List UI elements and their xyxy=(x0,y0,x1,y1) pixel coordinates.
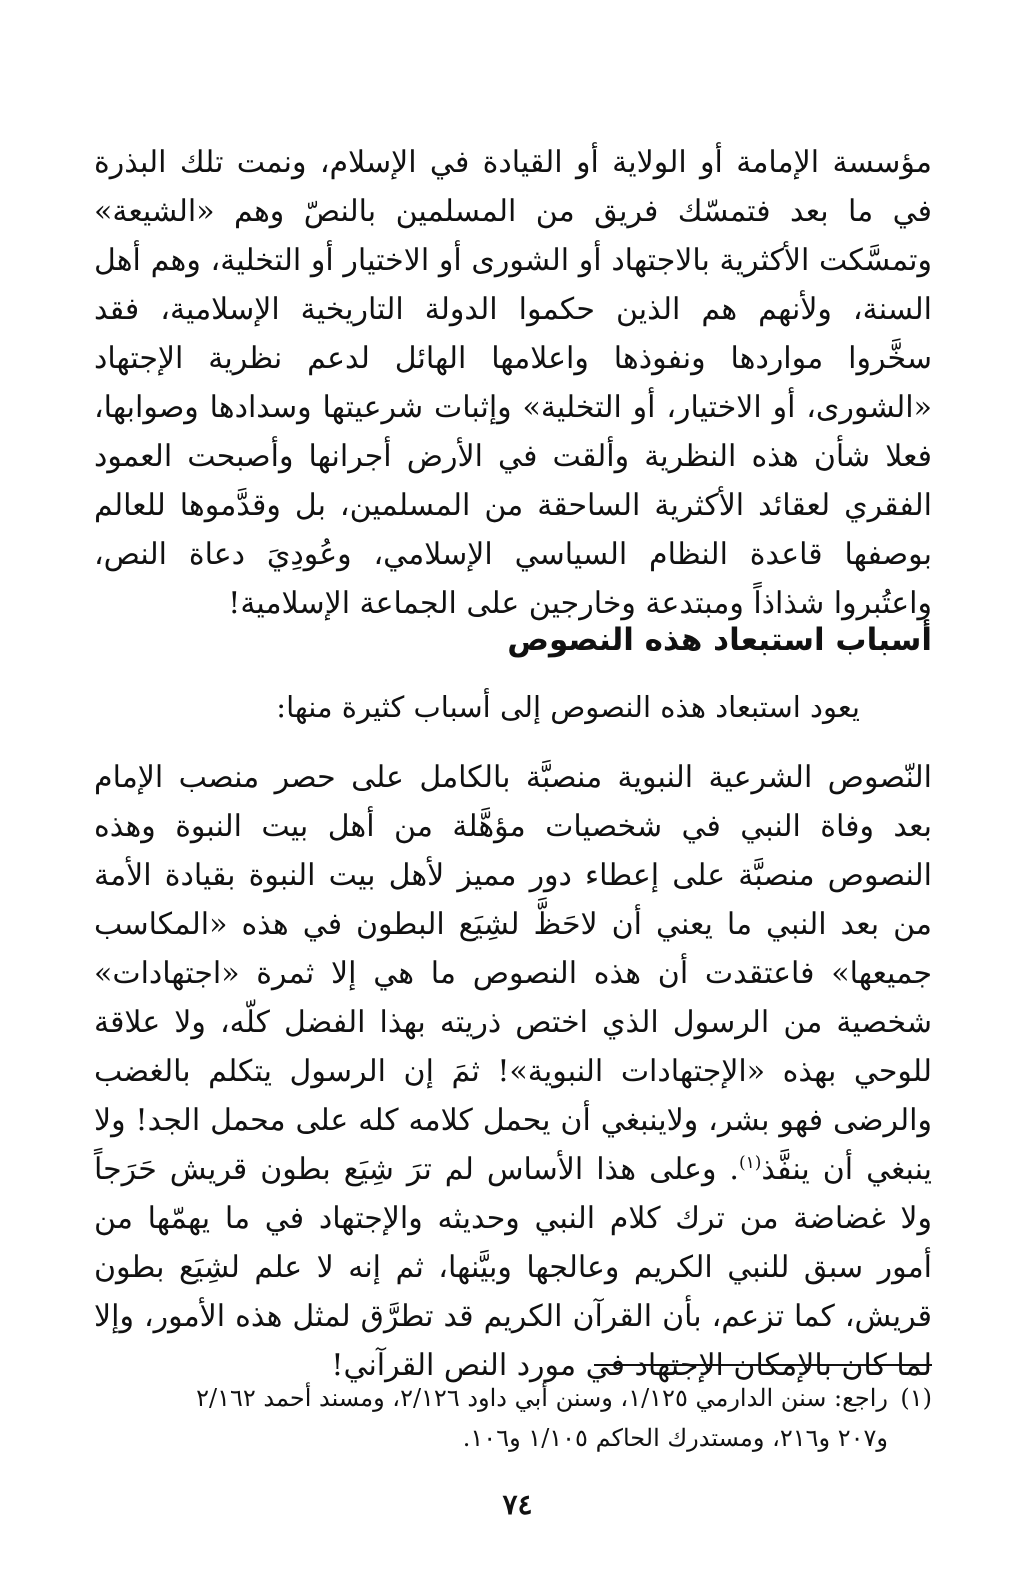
footnote-block xyxy=(94,1378,932,1458)
footnote-marker: (١) xyxy=(900,1384,932,1412)
section-heading: أسباب استبعاد هذه النصوص xyxy=(507,622,932,658)
footnote-reference: (١) xyxy=(738,1153,762,1173)
footnote-divider xyxy=(594,1364,932,1366)
footnote-line-1: راجع: سنن الدارمي ١/١٢٥، وسنن أبي داود ٢/١٢٦، ومسند أحمد ٢/١٦٢ xyxy=(196,1384,888,1412)
body-paragraph-2 xyxy=(94,753,932,1390)
body-paragraph-1: مؤسسة الإمامة أو الولاية أو القيادة في الإسلام، ونمت تلك البذرة في ما بعد فتمسّك فريق من المسلمين بالنصّ وهم «الشيعة» وتمسَّكت الأكثرية بالاجتهاد أو الشورى أو الاختيار أو التخلية، وهم أهل السنة، ولأنهم هم الذين حكموا الدولة التاريخية الإسلامية، فقد سخَّروا مواردها ونفوذها واعلامها الهائل لدعم نظرية الإجتهاد «الشورى، أو الاختيار، أو التخلية» وإثبات شرعيتها وسدادها وصوابها، فعلا شأن هذه النظرية وألقت في الأرض أجرانها وأصبحت العمود الفقري لعقائد الأكثرية الساحقة من المسلمين، بل وقدَّموها للعالم بوصفها قاعدة النظام السياسي الإسلامي، وعُودِيَ دعاة النص، واعتُبروا شذاذاً ومبتدعة وخارجين على الجماعة الإسلامية! xyxy=(94,145,932,621)
page-number: ٧٤ xyxy=(502,1488,533,1521)
footnote-line-2: و٢٠٧ و٢١٦، ومستدرك الحاكم ١/١٠٥ و١٠٦. xyxy=(462,1424,888,1452)
body-paragraph-2-part1: النّصوص الشرعية النبوية منصبَّة بالكامل على حصر منصب الإمام بعد وفاة النبي في شخصيات مؤهَّلة من أهل بيت النبوة وهذه النصوص منصبَّة على إعطاء دور مميز لأهل بيت النبوة بقيادة الأمة من بعد النبي ما يعني أن لاحَظَّ لشِيَع البطون في هذه «المكاسب جميعها» فاعتقدت أن هذه النصوص ما هي إلا ثمرة «اجتهادات» شخصية من الرسول الذي اختص ذريته بهذا الفضل كلّه، ولا علاقة للوحي بهذه «الإجتهادات النبوية»! ثمَ إن الرسول يتكلم بالغضب والرضى فهو بشر، ولاينبغي أن يحمل كلامه كله على محمل الجد! ولا ينبغي أن ينفَّذ xyxy=(94,760,932,1187)
intro-line: يعود استبعاد هذه النصوص إلى أسباب كثيرة منها: xyxy=(276,690,860,724)
body-paragraph-2-part2: . وعلى هذا الأساس لم ترَ شِيَع بطون قريش حَرَجاً ولا غضاضة من ترك كلام النبي وحديثه والإجتهاد في ما يهمّها من أمور سبق للنبي الكريم وعالجها وبيَّنها، ثم إنه لا علم لشِيَع بطون قريش، كما تزعم، بأن القرآن الكريم قد تطرَّق لمثل هذه الأمور، وإلا لما كان بالإمكان الإجتهاد في مورد النص القرآني! xyxy=(94,1152,932,1383)
